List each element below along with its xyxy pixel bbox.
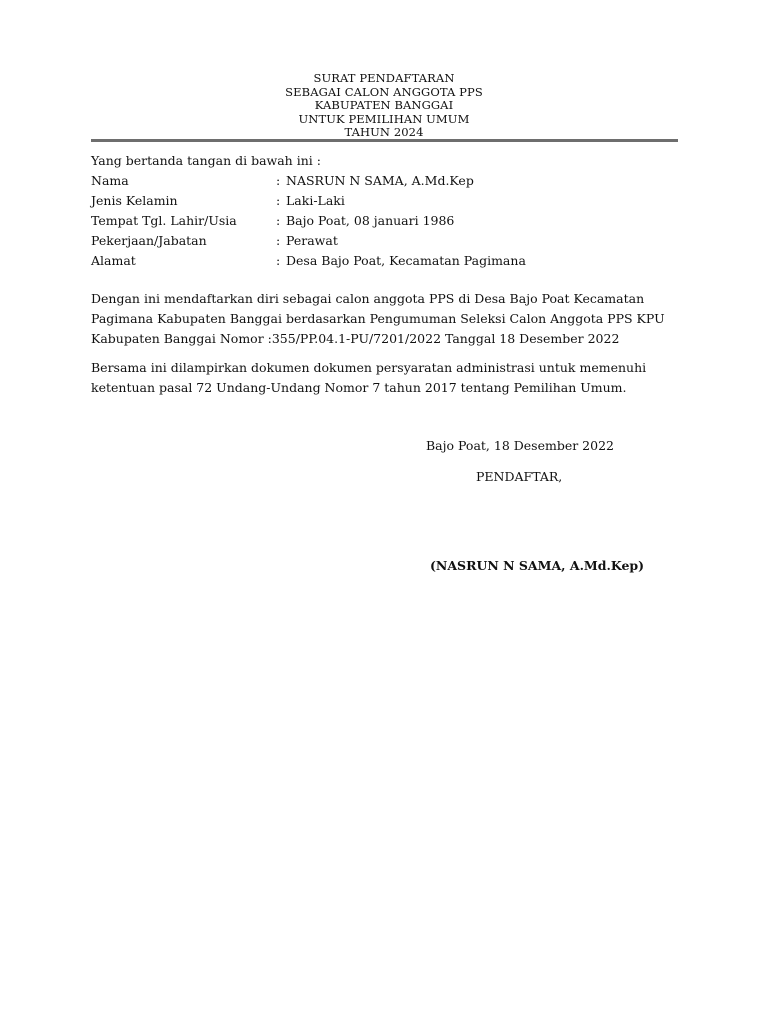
field-label: Jenis Kelamin	[91, 193, 178, 208]
field-colon: :	[276, 233, 281, 248]
field-row-nama	[91, 173, 681, 193]
letter-title	[0, 72, 768, 140]
signatory-role: PENDAFTAR,	[476, 469, 563, 484]
field-value: Bajo Poat, 08 januari 1986	[286, 213, 455, 228]
field-value: Laki-Laki	[286, 193, 345, 208]
attachment-paragraph: Bersama ini dilampirkan dokumen dokumen persyaratan administrasi untuk memenuhi ketentuan pasal 72 Undang-Undang Nomor 7 tahun 2017 tentang Pemilihan Umum.	[91, 360, 647, 395]
applicant-details	[91, 173, 681, 273]
field-row-alamat	[91, 253, 681, 273]
title-line: KABUPATEN BANGGAI	[314, 98, 454, 112]
header-divider	[91, 139, 678, 142]
registration-paragraph: Dengan ini mendaftarkan diri sebagai calon anggota PPS di Desa Bajo Poat Kecamatan Pagimana Kabupaten Banggai berdasarkan Pengumuman Seleksi Calon Anggota PPS KPU Kabupaten Banggai Nomor :355/PP.04.1-PU/7201/2022 Tanggal 18 Desember 2022	[91, 291, 665, 346]
field-colon: :	[276, 253, 281, 268]
field-value: Perawat	[286, 233, 338, 248]
field-row-tempat-tgl-lahir	[91, 213, 681, 233]
title-line: UNTUK PEMILIHAN UMUM	[298, 111, 470, 126]
signatory-name: (NASRUN N SAMA, A.Md.Kep)	[430, 558, 645, 573]
title-line: SURAT PENDAFTARAN	[313, 71, 455, 85]
title-line: SEBAGAI CALON ANGGOTA PPS	[285, 84, 483, 99]
field-colon: :	[276, 173, 281, 188]
field-row-jenis-kelamin	[91, 193, 681, 213]
field-colon: :	[276, 193, 281, 208]
field-label: Alamat	[91, 253, 136, 268]
field-label: Tempat Tgl. Lahir/Usia	[91, 213, 237, 228]
field-value: Desa Bajo Poat, Kecamatan Pagimana	[286, 253, 526, 268]
title-line: TAHUN 2024	[344, 125, 424, 139]
field-row-pekerjaan	[91, 233, 681, 253]
field-label: Pekerjaan/Jabatan	[91, 233, 207, 248]
field-colon: :	[276, 213, 281, 228]
field-label: Nama	[91, 173, 129, 188]
place-date: Bajo Poat, 18 Desember 2022	[426, 438, 614, 453]
field-value: NASRUN N SAMA, A.Md.Kep	[286, 173, 474, 188]
intro-text: Yang bertanda tangan di bawah ini :	[91, 153, 321, 168]
